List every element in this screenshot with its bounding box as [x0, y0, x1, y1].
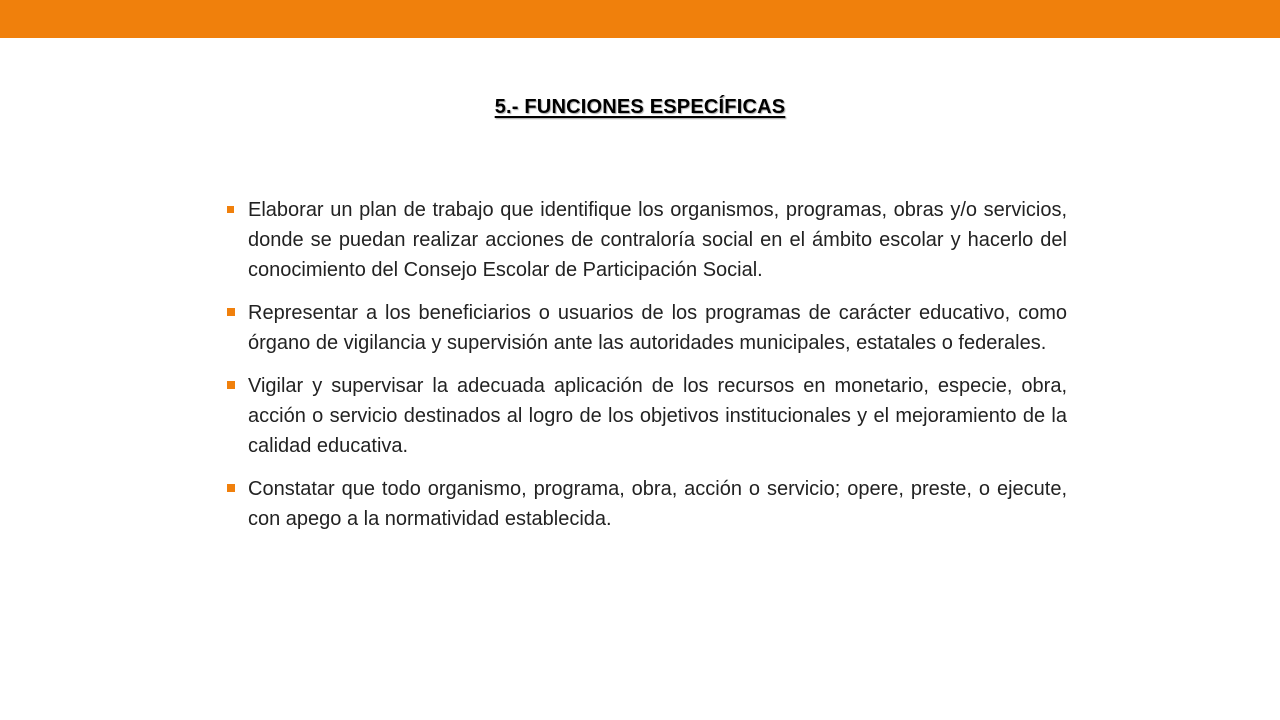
- list-item: [226, 298, 1067, 358]
- bullet-text: Constatar que todo organismo, programa, obra, acción o servicio; opere, preste, o ejecute, con apego a la normatividad establecida.: [248, 478, 1067, 530]
- square-bullet-icon: [227, 484, 235, 492]
- square-bullet-icon: [227, 308, 235, 316]
- functions-list: [226, 195, 1067, 547]
- list-item: [226, 195, 1067, 285]
- bullet-text: Vigilar y supervisar la adecuada aplicación de los recursos en monetario, especie, obra, acción o servicio destinados al logro de los objetivos institucionales y el mejoramiento de la calidad educativa.: [248, 375, 1067, 457]
- list-item: [226, 371, 1067, 461]
- slide-title: 5.- FUNCIONES ESPECÍFICAS: [494, 96, 786, 118]
- square-bullet-icon: [227, 206, 234, 213]
- list-item: [226, 474, 1067, 534]
- bullet-text: Representar a los beneficiarios o usuarios de los programas de carácter educativo, como órgano de vigilancia y supervisión ante las autoridades municipales, estatales o federales.: [248, 302, 1067, 354]
- square-bullet-icon: [227, 381, 235, 389]
- top-accent-bar: [0, 0, 1280, 38]
- bullet-text: Elaborar un plan de trabajo que identifique los organismos, programas, obras y/o servicios, donde se puedan realizar acciones de contraloría social en el ámbito escolar y hacerlo del conocimiento del Consejo Escolar de Participación Social.: [248, 199, 1067, 281]
